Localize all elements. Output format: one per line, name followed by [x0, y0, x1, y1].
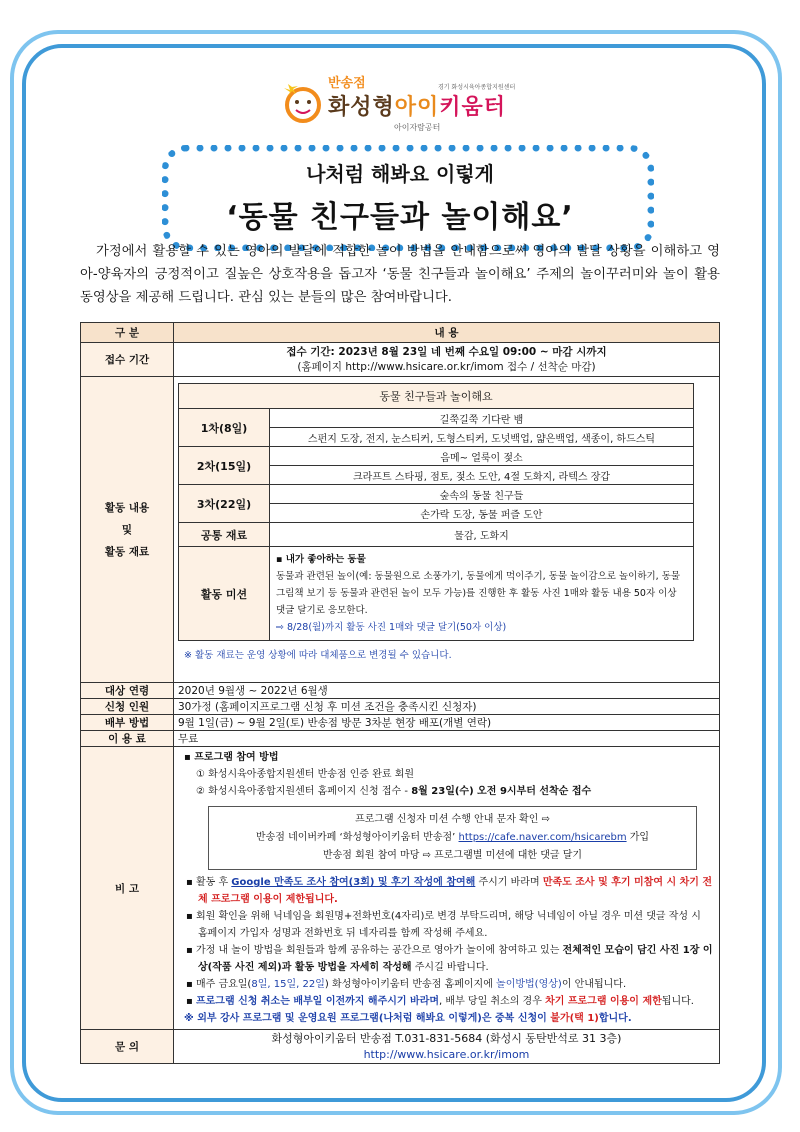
age-value: 2020년 9월생 ~ 2022년 6월생	[174, 683, 720, 699]
age-label: 대상 연령	[81, 683, 174, 699]
activity-inner-table	[178, 383, 694, 641]
info-table	[80, 322, 720, 1064]
contact-value: 화성형아이키움터 반송점 T.031-831-5684 (화성시 동탄반석로 31 3층) http://www.hsicare.or.kr/imom	[174, 1030, 720, 1064]
capacity-value: 30가정 (홈페이지프로그램 신청 후 미션 조건을 충족시킨 신청자)	[174, 699, 720, 715]
activity-label: 활동 내용 및 활동 재료	[81, 377, 174, 683]
col-header-category: 구 분	[81, 323, 174, 343]
activity-note: ※ 활동 재료는 운영 상황에 따라 대체품으로 변경될 수 있습니다.	[184, 650, 452, 661]
round-1-topic: 길쭉길쭉 기다란 뱀	[270, 409, 694, 428]
how-step-2: ② 화성시육아종합지원센터 홈페이지 신청 접수 - 8월 23일(수) 오전 9시부터 선착순 접수	[196, 786, 592, 797]
reception-label: 접수 기간	[81, 343, 174, 377]
logo-org: 경기 화성시육아종합지원센터	[438, 84, 516, 91]
round-1-materials: 스펀지 도장, 전지, 눈스티커, 도형스티커, 도넛백업, 얇은백업, 색종이, 하드스틱	[270, 428, 694, 447]
round-2-label: 2차(15일)	[179, 447, 270, 485]
how-step-1: ① 화성시육아종합지원센터 반송점 인증 완료 회원	[196, 769, 415, 780]
mission-guide-box: 프로그램 신청자 미션 수행 안내 문자 확인 ⇨ 반송점 네이버카페 ‘화성형아이키움터 반송점’ https://cafe.naver.com/hsicarebm 가입 반송점 회원 참여 마당 ⇨ 프로그램별 미션에 대한 댓글 달기	[208, 806, 697, 870]
common-materials-value: 물감, 도화지	[270, 523, 694, 547]
remark-survey: ▪ 활동 후 Google 만족도 조사 참여(3회) 및 후기 작성에 참여해 주시기 바라며 만족도 조사 및 후기 미참여 시 차기 전체 프로그램 이용이 제한됩니다.	[186, 877, 713, 905]
remarks-content	[174, 747, 720, 1030]
title-line2: ‘동물 친구들과 놀이해요’	[226, 200, 574, 235]
sun-face-icon	[280, 80, 326, 126]
round-3-topic: 숲속의 동물 친구들	[270, 485, 694, 504]
remark-duplicate: ※ 외부 강사 프로그램 및 운영요원 프로그램(나처럼 해봐요 이렇게)은 중복 신청이 불가(택 1)합니다.	[184, 1013, 632, 1024]
survey-link[interactable]: Google 만족도 조사 참여(3회) 및 후기 작성에 참여해	[231, 877, 476, 888]
remarks-label: 비 고	[81, 747, 174, 1030]
round-2-topic: 음메~ 얼룩이 젖소	[270, 447, 694, 466]
round-3-label: 3차(22일)	[179, 485, 270, 523]
title-line1: 나처럼 해봐요 이렇게	[306, 162, 494, 186]
remark-cancel: ▪ 프로그램 신청 취소는 배부일 이전까지 해주시기 바라며, 배부 당일 취소의 경우 차기 프로그램 이용이 제한됩니다.	[186, 996, 694, 1007]
contact-label: 문 의	[81, 1030, 174, 1064]
fee-value: 무료	[174, 731, 720, 747]
cafe-link[interactable]: https://cafe.naver.com/hsicarebm	[458, 832, 627, 843]
remark-video: ▪ 매주 금요일(8일, 15일, 22일) 화성형아이키움터 반송점 홈페이지에 놀이방법(영상)이 안내됩니다.	[186, 979, 627, 990]
distribution-label: 배부 방법	[81, 715, 174, 731]
center-logo	[278, 70, 528, 134]
activity-inner-title: 동물 친구들과 놀이해요	[179, 384, 694, 409]
round-3-materials: 손가락 도장, 동물 퍼즐 도안	[270, 504, 694, 523]
remark-photo: ▪ 가정 내 놀이 방법을 회원들과 함께 공유하는 공간으로 영아가 놀이에 참여하고 있는 전체적인 모습이 담긴 사진 1장 이상(작품 사진 제외)과 활동 방법을 자세히 작성해 주시길 바랍니다.	[186, 945, 713, 973]
logo-branch: 반송점	[328, 76, 366, 91]
activity-content	[174, 377, 720, 683]
logo-tagline: 아이자람공터	[394, 123, 441, 132]
col-header-content: 내 용	[174, 323, 720, 343]
intro-text: 가정에서 활용할 수 있는 영아의 발달에 적합한 놀이 방법을 안내함으로써 영아의 발달 상황을 이해하고 영아-양육자의 긍정적이고 질높은 상호작용을 돕고자 ‘동물 친구들과 놀이해요’ 주제의 놀이꾸러미와 놀이 활용 동영상을 제공해 드립니다. 관심 있는 분들의 많은 참여바랍니다.	[80, 244, 720, 305]
fee-label: 이 용 료	[81, 731, 174, 747]
distribution-value: 9월 1일(금) ~ 9월 2일(토) 반송점 방문 3차분 현장 배포(개별 연락)	[174, 715, 720, 731]
remark-nickname: ▪ 회원 확인을 위해 닉네임을 회원명+전화번호(4자리)로 변경 부탁드리며, 해당 닉네임이 아닐 경우 미션 댓글 작성 시 홈페이지 가입자 성명과 전화번호 뒤 네자리를 함께 작성해 주세요.	[186, 911, 701, 939]
reception-value: 접수 기간: 2023년 8월 23일 네 번째 수요일 09:00 ~ 마감 시까지 (홈페이지 http://www.hsicare.or.kr/imom 접수 / 선착순 마감)	[174, 343, 720, 377]
capacity-label: 신청 인원	[81, 699, 174, 715]
logo-name: 화성형아이키움터	[328, 95, 507, 120]
common-materials-label: 공통 재료	[179, 523, 270, 547]
how-title: ▪ 프로그램 참여 방법	[184, 752, 279, 763]
homepage-link[interactable]: http://www.hsicare.or.kr/imom	[363, 1047, 530, 1061]
mission-content: ▪ 내가 좋아하는 동물 동물과 관련된 놀이(예: 동물원으로 소풍가기, 동물에게 먹이주기, 동물 놀이감으로 놀이하기, 동물 그림책 보기 등 동물과 관련된 놀이 모두 가능)를 진행한 후 활동 사진 1매와 활동 내용 50자 이상 댓글 달기로 응모한다. ⇨ 8/28(월)까지 활동 사진 1매와 댓글 달기(50자 이상)	[270, 547, 694, 641]
mission-label: 활동 미션	[179, 547, 270, 641]
round-1-label: 1차(8일)	[179, 409, 270, 447]
round-2-materials: 크라프트 스타핑, 점토, 젖소 도안, 4절 도화지, 라텍스 장갑	[270, 466, 694, 485]
